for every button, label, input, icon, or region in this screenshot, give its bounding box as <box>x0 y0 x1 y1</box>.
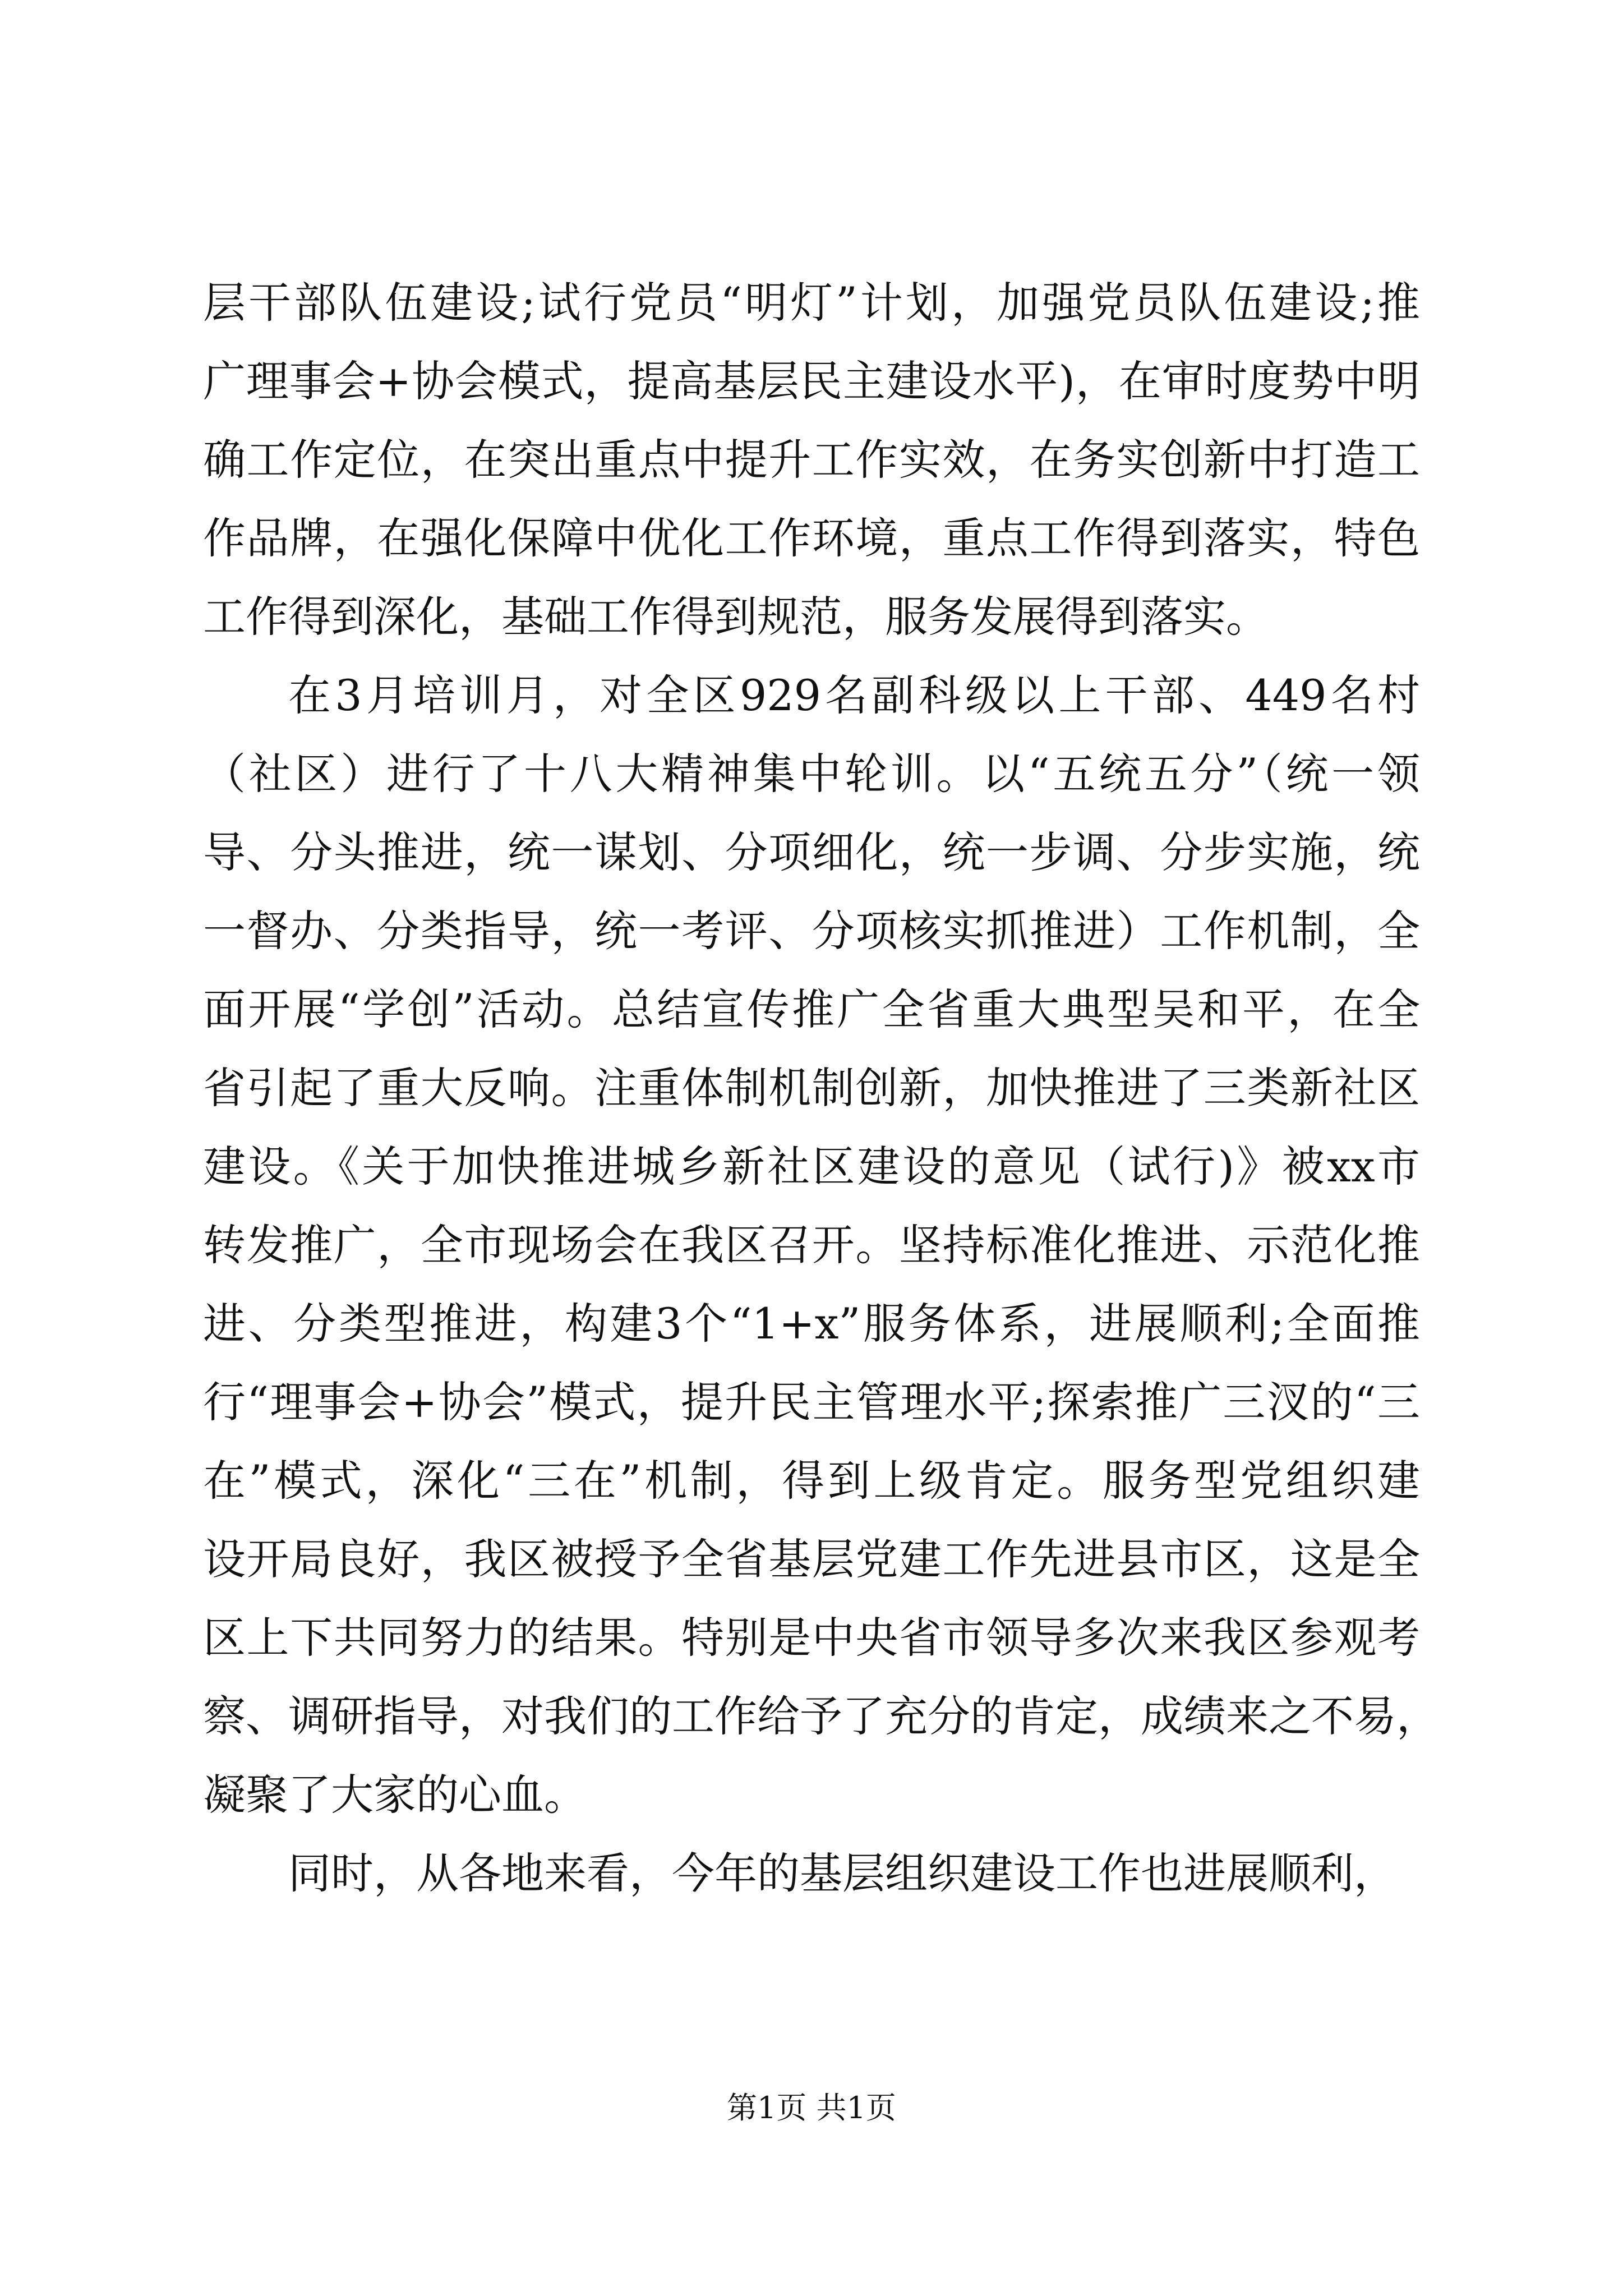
paragraph-line: 凝聚了大家的心血。 <box>203 1770 587 1820</box>
document-body <box>203 264 1439 1913</box>
paragraph-line: 同时，从各地来看，今年的基层组织建设工作也进展顺利， <box>288 1848 1396 1898</box>
paragraph-line: 在3月培训月，对全区929名副科级以上干部、449名村 <box>288 670 1420 720</box>
paragraph-line: 层干部队伍建设;试行党员“明灯”计划，加强党员队伍建设;推 <box>203 278 1420 328</box>
paragraph-line: 确工作定位，在突出重点中提升工作实效，在务实创新中打造工 <box>203 435 1420 485</box>
paragraph-line: 导、分头推进，统一谋划、分项细化，统一步调、分步实施，统 <box>203 827 1420 877</box>
paragraph-line: 面开展“学创”活动。总结宣传推广全省重大典型吴和平，在全 <box>203 984 1420 1034</box>
paragraph-line: 一督办、分类指导，统一考评、分项核实抓推进）工作机制，全 <box>203 906 1420 956</box>
paragraph-line: 工作得到深化，基础工作得到规范，服务发展得到落实。 <box>203 592 1269 642</box>
paragraph-line: 行“理事会+协会”模式，提升民主管理水平;探索推广三汊的“三 <box>203 1377 1420 1427</box>
paragraph-line: 作品牌，在强化保障中优化工作环境，重点工作得到落实，特色 <box>203 513 1420 563</box>
paragraph-line: （社区）进行了十八大精神集中轮训。以“五统五分”（统一领 <box>203 749 1420 799</box>
paragraph-line: 设开局良好，我区被授予全省基层党建工作先进县市区，这是全 <box>203 1534 1420 1584</box>
paragraph-line: 广理事会+协会模式，提高基层民主建设水平)，在审时度势中明 <box>203 356 1420 406</box>
paragraph-line: 进、分类型推进，构建3个“1+x”服务体系，进展顺利;全面推 <box>203 1299 1420 1349</box>
paragraph-line: 建设。《关于加快推进城乡新社区建设的意见（试行)》被xx市 <box>203 1142 1420 1191</box>
paragraph-line: 区上下共同努力的结果。特别是中央省市领导多次来我区参观考 <box>203 1613 1420 1663</box>
paragraph-line: 察、调研指导，对我们的工作给予了充分的肯定，成绩来之不易， <box>203 1691 1439 1741</box>
paragraph-line: 在”模式，深化“三在”机制，得到上级肯定。服务型党组织建 <box>203 1456 1420 1506</box>
paragraph-line: 转发推广，全市现场会在我区召开。坚持标准化推进、示范化推 <box>203 1220 1420 1270</box>
page-footer: 第1页 共1页 <box>727 2090 896 2125</box>
paragraph-line: 省引起了重大反响。注重体制机制创新，加快推进了三类新社区 <box>203 1063 1420 1113</box>
